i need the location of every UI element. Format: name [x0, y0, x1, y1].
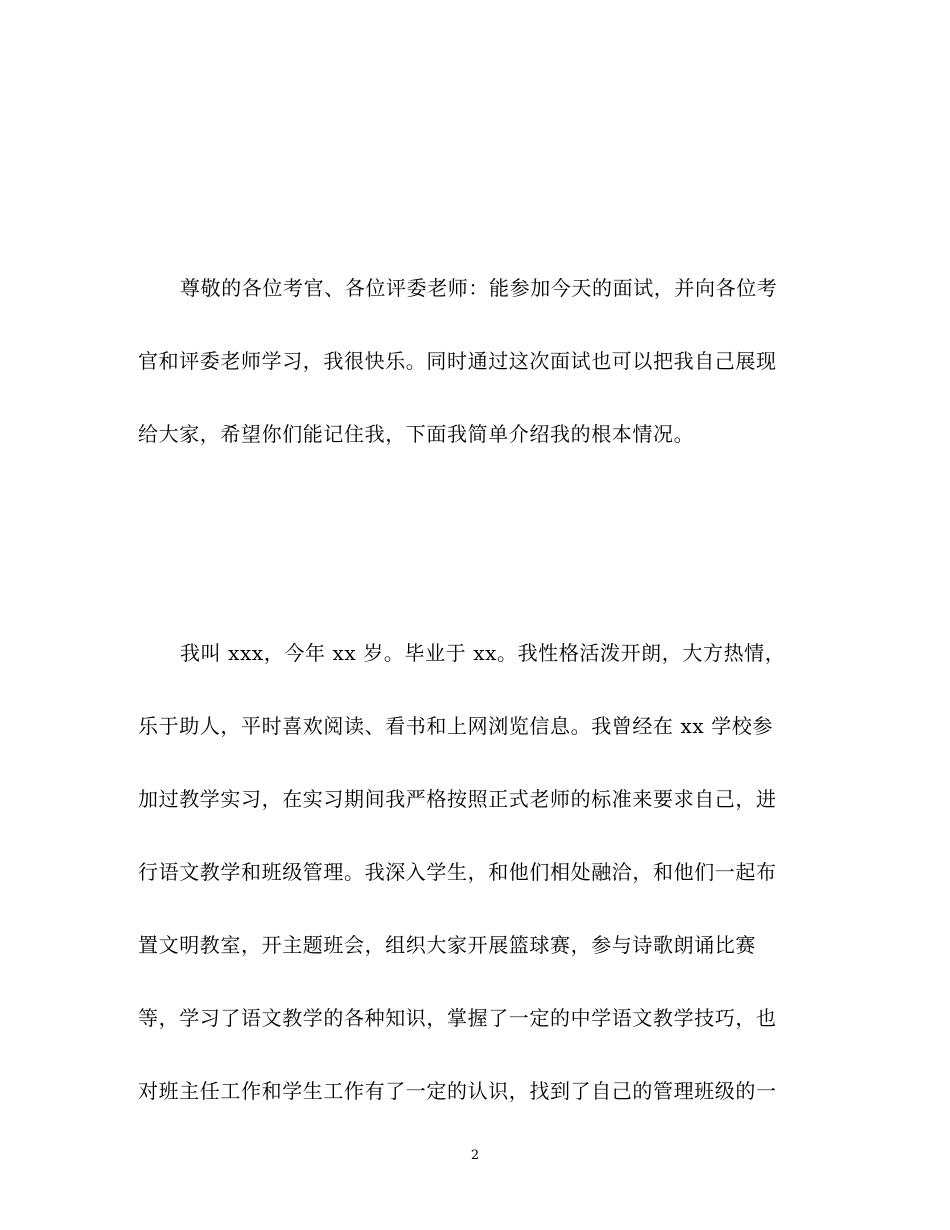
text-line: 尊敬的各位考官、各位评委老师：能参加今天的面试，并向各位考 — [180, 276, 778, 300]
text-line: 加过教学实习，在实习期间我严格按照正式老师的标准来要求自己，进 — [138, 787, 777, 811]
text-line: 等，学习了语文教学的各种知识，掌握了一定的中学语文教学技巧，也 — [138, 1006, 777, 1030]
text-line: 我叫 xxx，今年 xx 岁。毕业于 xx。我性格活泼开朗，大方热情， — [180, 641, 786, 665]
text-line: 给大家，希望你们能记住我，下面我简单介绍我的根本情况。 — [138, 422, 695, 446]
page-number: 2 — [470, 1148, 480, 1163]
text-line: 官和评委老师学习，我很快乐。同时通过这次面试也可以把我自己展现 — [138, 349, 777, 373]
text-line: 置文明教室，开主题班会，组织大家开展篮球赛，参与诗歌朗诵比赛 — [138, 933, 756, 957]
text-line: 对班主任工作和学生工作有了一定的认识，找到了自己的管理班级的一 — [138, 1079, 777, 1103]
text-line: 乐于助人，平时喜欢阅读、看书和上网浏览信息。我曾经在 xx 学校参 — [138, 714, 774, 738]
text-line: 行语文教学和班级管理。我深入学生，和他们相处融洽，和他们一起布 — [138, 860, 777, 884]
